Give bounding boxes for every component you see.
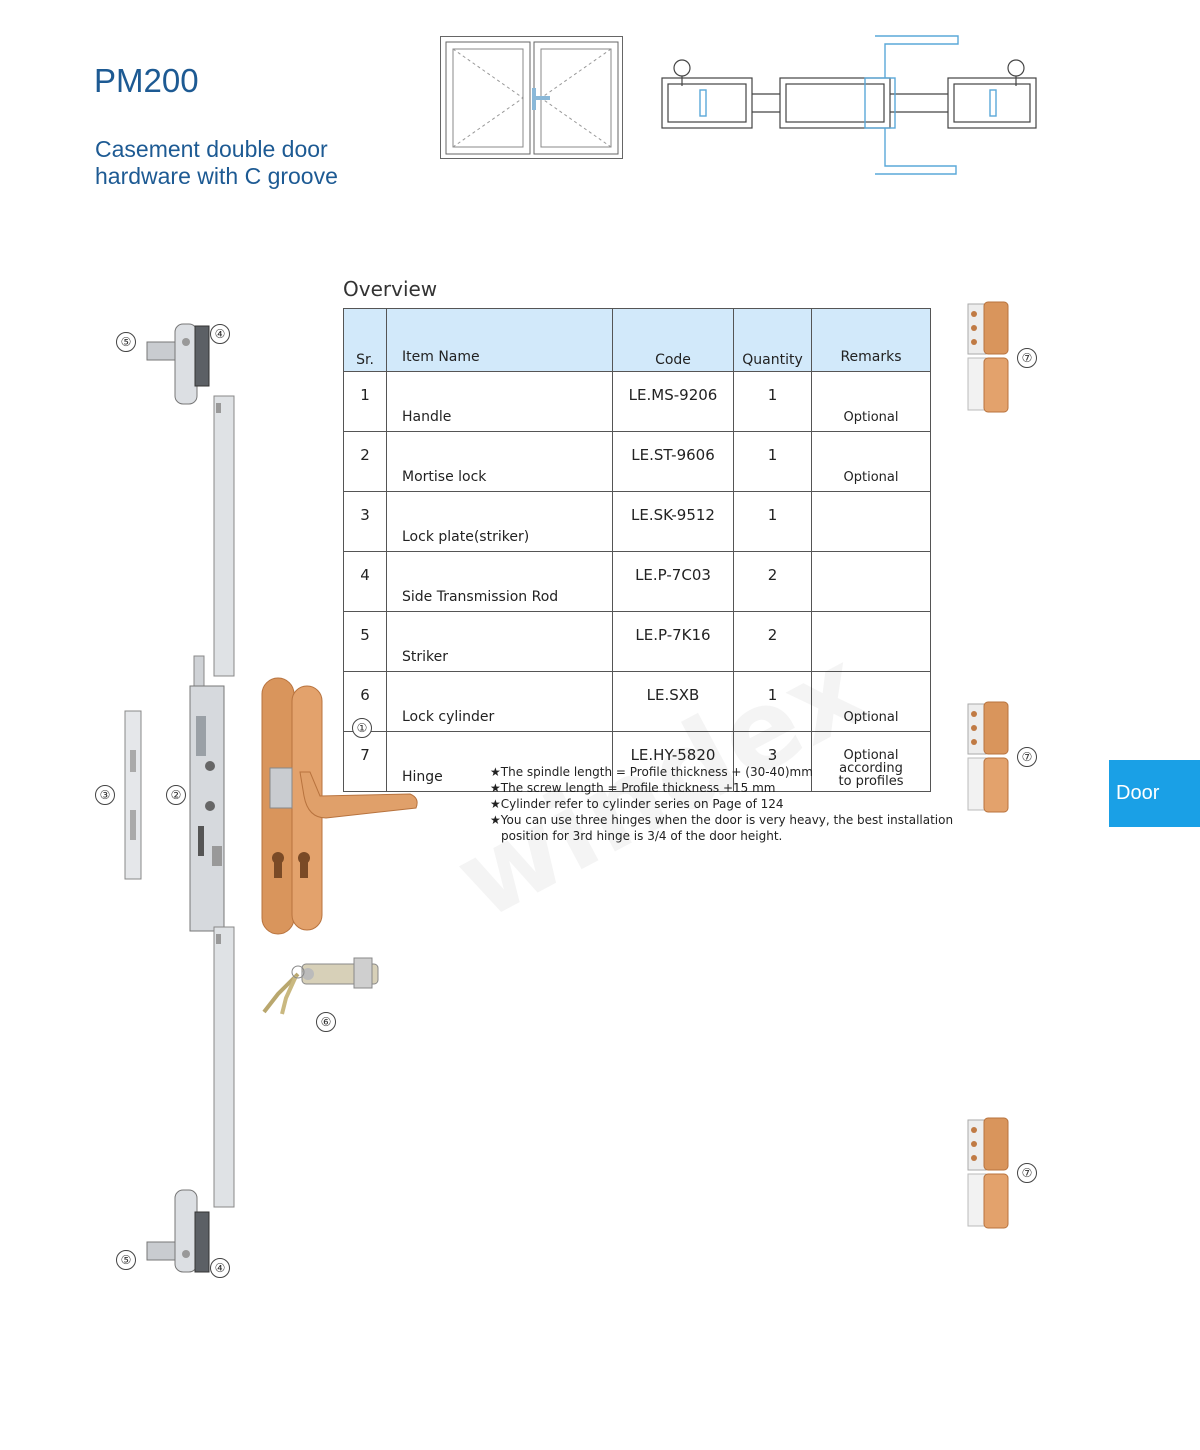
callout-4-bottom: ④ <box>210 1258 230 1278</box>
callout-5-bottom: ⑤ <box>116 1250 136 1270</box>
row-code: LE.MS-9206 <box>613 372 734 432</box>
row-sr: 5 <box>344 612 387 672</box>
callout-5-top: ⑤ <box>116 332 136 352</box>
column-header-sr: Sr. <box>344 309 387 372</box>
row-remarks: Optional <box>812 372 931 432</box>
row-code: LE.HY-5820 <box>613 732 734 792</box>
row-quantity: 3 <box>734 732 812 792</box>
hinge-image-top <box>964 300 1012 416</box>
table-row <box>344 432 931 492</box>
column-header-code: Code <box>613 309 734 372</box>
row-remarks-line-1: Optional according <box>839 748 903 776</box>
hinge-image-bottom <box>964 1116 1012 1232</box>
transmission-rod-upper <box>213 395 235 677</box>
row-sr: 6 <box>344 672 387 732</box>
callout-2: ② <box>166 785 186 805</box>
row-sr: 4 <box>344 552 387 612</box>
striker-top-image <box>145 318 215 408</box>
callout-7-top: ⑦ <box>1017 348 1037 368</box>
handle-image <box>260 676 422 938</box>
hinge-image-middle <box>964 700 1012 816</box>
overview-heading: Overview <box>343 277 438 301</box>
note-line: ★The spindle length = Profile thickness + (30-40)mm <box>490 765 813 779</box>
row-sr: 2 <box>344 432 387 492</box>
notes-block <box>490 764 953 844</box>
row-item-name: Hinge <box>387 732 613 792</box>
row-sr: 7 <box>344 732 387 792</box>
row-code: LE.P-7C03 <box>613 552 734 612</box>
note-line: ★Cylinder refer to cylinder series on Page of 124 <box>490 797 784 811</box>
row-remarks <box>812 552 931 612</box>
lock-cylinder-image <box>258 958 382 1018</box>
transmission-rod-lower <box>213 926 235 1208</box>
table-row <box>344 372 931 432</box>
row-quantity: 2 <box>734 552 812 612</box>
row-quantity: 1 <box>734 492 812 552</box>
callout-3: ③ <box>95 785 115 805</box>
note-line: ★You can use three hinges when the door is very heavy, the best installation <box>490 813 954 827</box>
callout-1: ① <box>352 718 372 738</box>
column-header-quantity: Quantity <box>734 309 812 372</box>
row-item-name: Lock plate(striker) <box>387 492 613 552</box>
callout-4-top: ④ <box>210 324 230 344</box>
subtitle-line-2: hardware with C groove <box>95 163 338 189</box>
column-header-item-name: Item Name <box>387 309 613 372</box>
row-remarks-line-2: to profiles <box>838 774 904 789</box>
row-code: LE.SK-9512 <box>613 492 734 552</box>
note-line: position for 3rd hinge is 3/4 of the door height. <box>501 829 783 843</box>
mortise-lock-image <box>188 656 228 936</box>
row-quantity: 1 <box>734 672 812 732</box>
note-line: ★The screw length = Profile thickness +15 mm <box>490 781 776 795</box>
row-item-name: Side Transmission Rod <box>387 552 613 612</box>
page-title: PM200 <box>94 62 199 99</box>
lock-plate-image <box>124 710 142 880</box>
row-sr: 1 <box>344 372 387 432</box>
table-row <box>344 552 931 612</box>
callout-6: ⑥ <box>316 1012 336 1032</box>
subtitle-line-1: Casement double door <box>95 136 328 162</box>
row-code: LE.P-7K16 <box>613 612 734 672</box>
row-remarks <box>812 492 931 552</box>
row-code: LE.SXB <box>613 672 734 732</box>
table-row <box>344 492 931 552</box>
callout-7-bottom: ⑦ <box>1017 1163 1037 1183</box>
row-code: LE.ST-9606 <box>613 432 734 492</box>
row-item-name: Handle <box>387 372 613 432</box>
table-header-row <box>344 309 931 372</box>
callout-7-middle: ⑦ <box>1017 747 1037 767</box>
double-door-diagram <box>440 36 624 160</box>
column-header-remarks: Remarks <box>812 309 931 372</box>
page-subtitle <box>95 136 338 190</box>
striker-bottom-image <box>145 1188 215 1278</box>
row-item-name: Lock cylinder <box>387 672 613 732</box>
row-remarks: Optional <box>812 432 931 492</box>
row-item-name: Mortise lock <box>387 432 613 492</box>
row-quantity: 1 <box>734 372 812 432</box>
row-quantity: 1 <box>734 432 812 492</box>
row-sr: 3 <box>344 492 387 552</box>
row-quantity: 2 <box>734 612 812 672</box>
profile-section-diagram <box>660 34 1038 176</box>
row-item-name: Striker <box>387 612 613 672</box>
row-remarks: Optional <box>812 672 931 732</box>
door-section-tab[interactable]: Door <box>1109 760 1200 827</box>
